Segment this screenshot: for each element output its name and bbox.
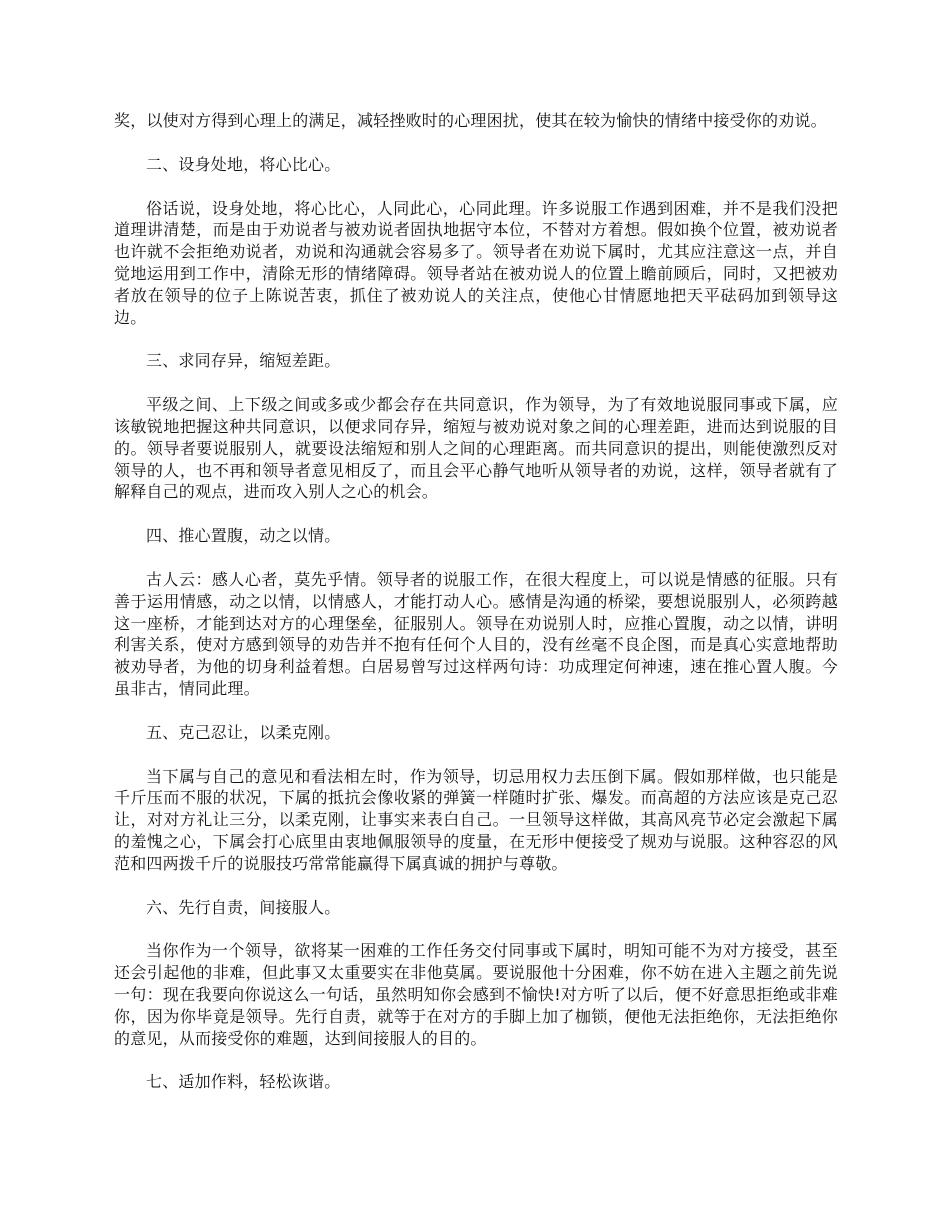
section-paragraph-4: 古人云：感人心者，莫先乎情。领导者的说服工作，在很大程度上，可以说是情感的征服。只有善于运用情感，动之以情，以情感人，才能打动人心。感情是沟通的桥梁，要想说服别人，必须跨越这一座桥，才能到达对方的心理堡垒，征服别人。领导在劝说别人时，应推心置腹，动之以情，讲明利害关系，使对方感到领导的劝告并不抱有任何个人目的，没有丝毫不良企图，而是真心实意地帮助被劝导者，为他的切身利益着想。白居易曾写过这样两句诗：功成理定何神速，速在推心置人腹。今虽非古，情同此理。 (114, 569, 838, 698)
section-heading-3: 三、求同存异，缩短差距。 (146, 351, 341, 371)
document-body (114, 110, 838, 1093)
section-heading-4: 四、推心置腹，动之以情。 (146, 526, 341, 546)
section-heading-7: 七、适加作料，轻松诙谐。 (146, 1072, 341, 1092)
section-heading-2: 二、设身处地，将心比心。 (146, 154, 341, 174)
section-paragraph-2: 俗话说，设身处地，将心比心，人同此心，心同此理。许多说服工作遇到困难，并不是我们没把道理讲清楚，而是由于劝说者与被劝说者固执地据守本位，不替对方着想。假如换个位置，被劝说者也许就不会拒绝劝说者，劝说和沟通就会容易多了。领导者在劝说下属时，尤其应注意这一点，并自觉地运用到工作中，清除无形的情绪障碍。领导者站在被劝说人的位置上瞻前顾后，同时，又把被劝者放在领导的位子上陈说苦衷，抓住了被劝说人的关注点，使他心甘情愿地把天平砝码加到领导这边。 (114, 198, 838, 327)
lead-paragraph: 奖，以使对方得到心理上的满足，减轻挫败时的心理困扰，使其在较为愉快的情绪中接受你的劝说。 (114, 111, 827, 130)
section-paragraph-5: 当下属与自己的意见和看法相左时，作为领导，切忌用权力去压倒下属。假如那样做，也只能是千斤压而不服的状况，下属的抵抗会像收紧的弹簧一样随时扩张、爆发。而高超的方法应该是克己忍让，对对方礼让三分，以柔克刚，让事实来表白自己。一旦领导这样做，其高风亮节必定会激起下属的羞愧之心，下属会打心底里由衷地佩服领导的度量，在无形中便接受了规劝与说服。这种容忍的风范和四两拨千斤的说服技巧常常能赢得下属真诚的拥护与尊敬。 (114, 766, 838, 873)
section-paragraph-6: 当你作为一个领导，欲将某一困难的工作任务交付同事或下属时，明知可能不为对方接受，甚至还会引起他的非难，但此事又太重要实在非他莫属。要说服他十分困难，你不妨在进入主题之前先说一句：现在我要向你说这么一句话，虽然明知你会感到不愉快!对方听了以后，便不好意思拒绝或非难你，因为你毕竟是领导。先行自责，就等于在对方的手脚上加了枷锁，便他无法拒绝你，无法拒绝你的意见，从而接受你的难题，达到间接服人的目的。 (114, 941, 838, 1048)
section-paragraph-3: 平级之间、上下级之间或多或少都会存在共同意识，作为领导，为了有效地说服同事或下属，应该敏锐地把握这种共同意识，以便求同存异，缩短与被劝说对象之间的心理差距，进而达到说服的目的。领导者要说服别人，就要设法缩短和别人之间的心理距离。而共同意识的提出，则能使激烈反对领导的人，也不再和领导者意见相反了，而且会平心静气地听从领导者的劝说，这样，领导者就有了解释自己的观点，进而攻入别人之心的机会。 (114, 395, 838, 502)
section-heading-6: 六、先行自责，间接服人。 (146, 897, 341, 917)
section-heading-5: 五、克己忍让，以柔克刚。 (146, 722, 341, 742)
